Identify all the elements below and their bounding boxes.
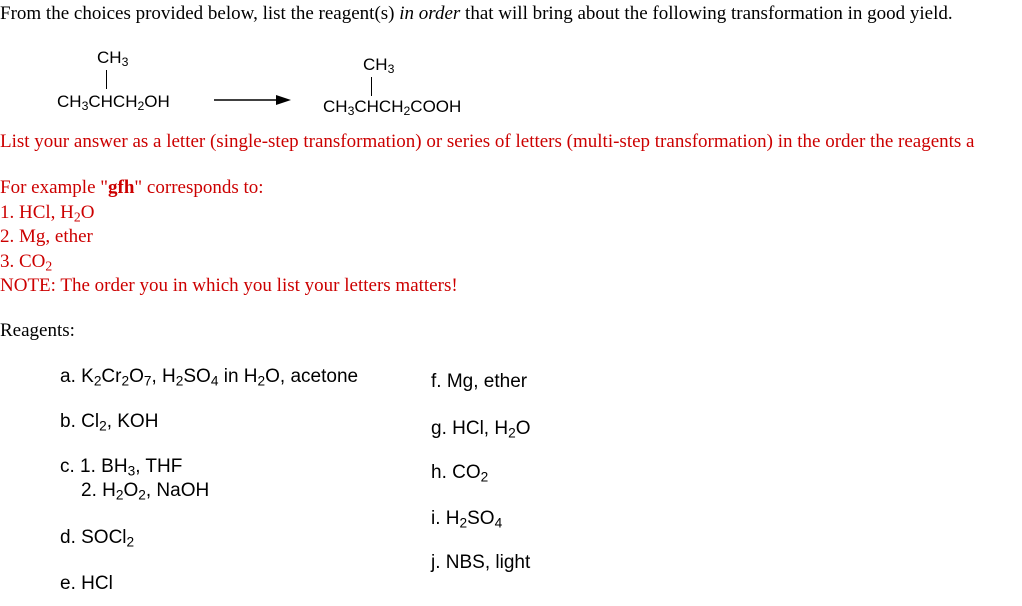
example-step-3: 3. $CO_2$: [0, 250, 53, 273]
example-step-1: 1. HCl, $H_2O$: [0, 201, 95, 224]
reagents-heading: Reagents:: [0, 320, 75, 341]
question-emphasis: in order: [399, 3, 461, 24]
question-intro: From the choices provided below, list the reagent(s): [0, 3, 395, 24]
reagent-b: b. $Cl_2$, KOH: [60, 411, 159, 434]
question-tail: that will bring about the following transformation in good yield.: [465, 3, 953, 24]
product-bond: [371, 77, 372, 96]
question-text: [0, 3, 953, 25]
reactant-formula: $CH_3CHCH_2OH$: [57, 92, 170, 114]
reagent-c: c. 1. $BH_3$, THF: [60, 456, 183, 479]
reactant-branch: $CH_3$: [97, 48, 129, 70]
reagent-f: f. Mg, ether: [431, 371, 528, 392]
example-step-2: 2. Mg, ether: [0, 226, 93, 247]
reagent-j: j. NBS, light: [431, 552, 531, 573]
reagent-i: i. $H_2SO_4$: [431, 508, 503, 531]
reagent-d: d. SOCl$_2$: [60, 527, 135, 550]
product-branch: $CH_3$: [363, 55, 395, 77]
example-intro: For example "gfh" corresponds to:: [0, 177, 264, 198]
example-note: NOTE: The order you in which you list your letters matters!: [0, 275, 458, 296]
example-block: [0, 176, 458, 299]
reagent-h: h. $CO_2$: [431, 462, 489, 485]
reagent-e: e. HCl: [60, 573, 113, 594]
reagent-c-step-2: 2. $H_2O_2$, NaOH: [81, 480, 210, 503]
reagent-g: g. HCl, $H_2O$: [431, 418, 531, 441]
answer-instructions: List your answer as a letter (single-step transformation) or series of letters (multi-step transformation) in the order the reagents a: [0, 131, 975, 152]
reactant-bond: [106, 70, 107, 89]
reaction-arrow: [214, 93, 292, 107]
example-code: gfh: [108, 177, 135, 198]
product-formula: $CH_3CHCH_2COOH$: [323, 97, 462, 119]
reagent-a: a. $K_2Cr_2O_7$, $H_2SO_4$ in $H_2O$, acetone: [60, 366, 359, 389]
